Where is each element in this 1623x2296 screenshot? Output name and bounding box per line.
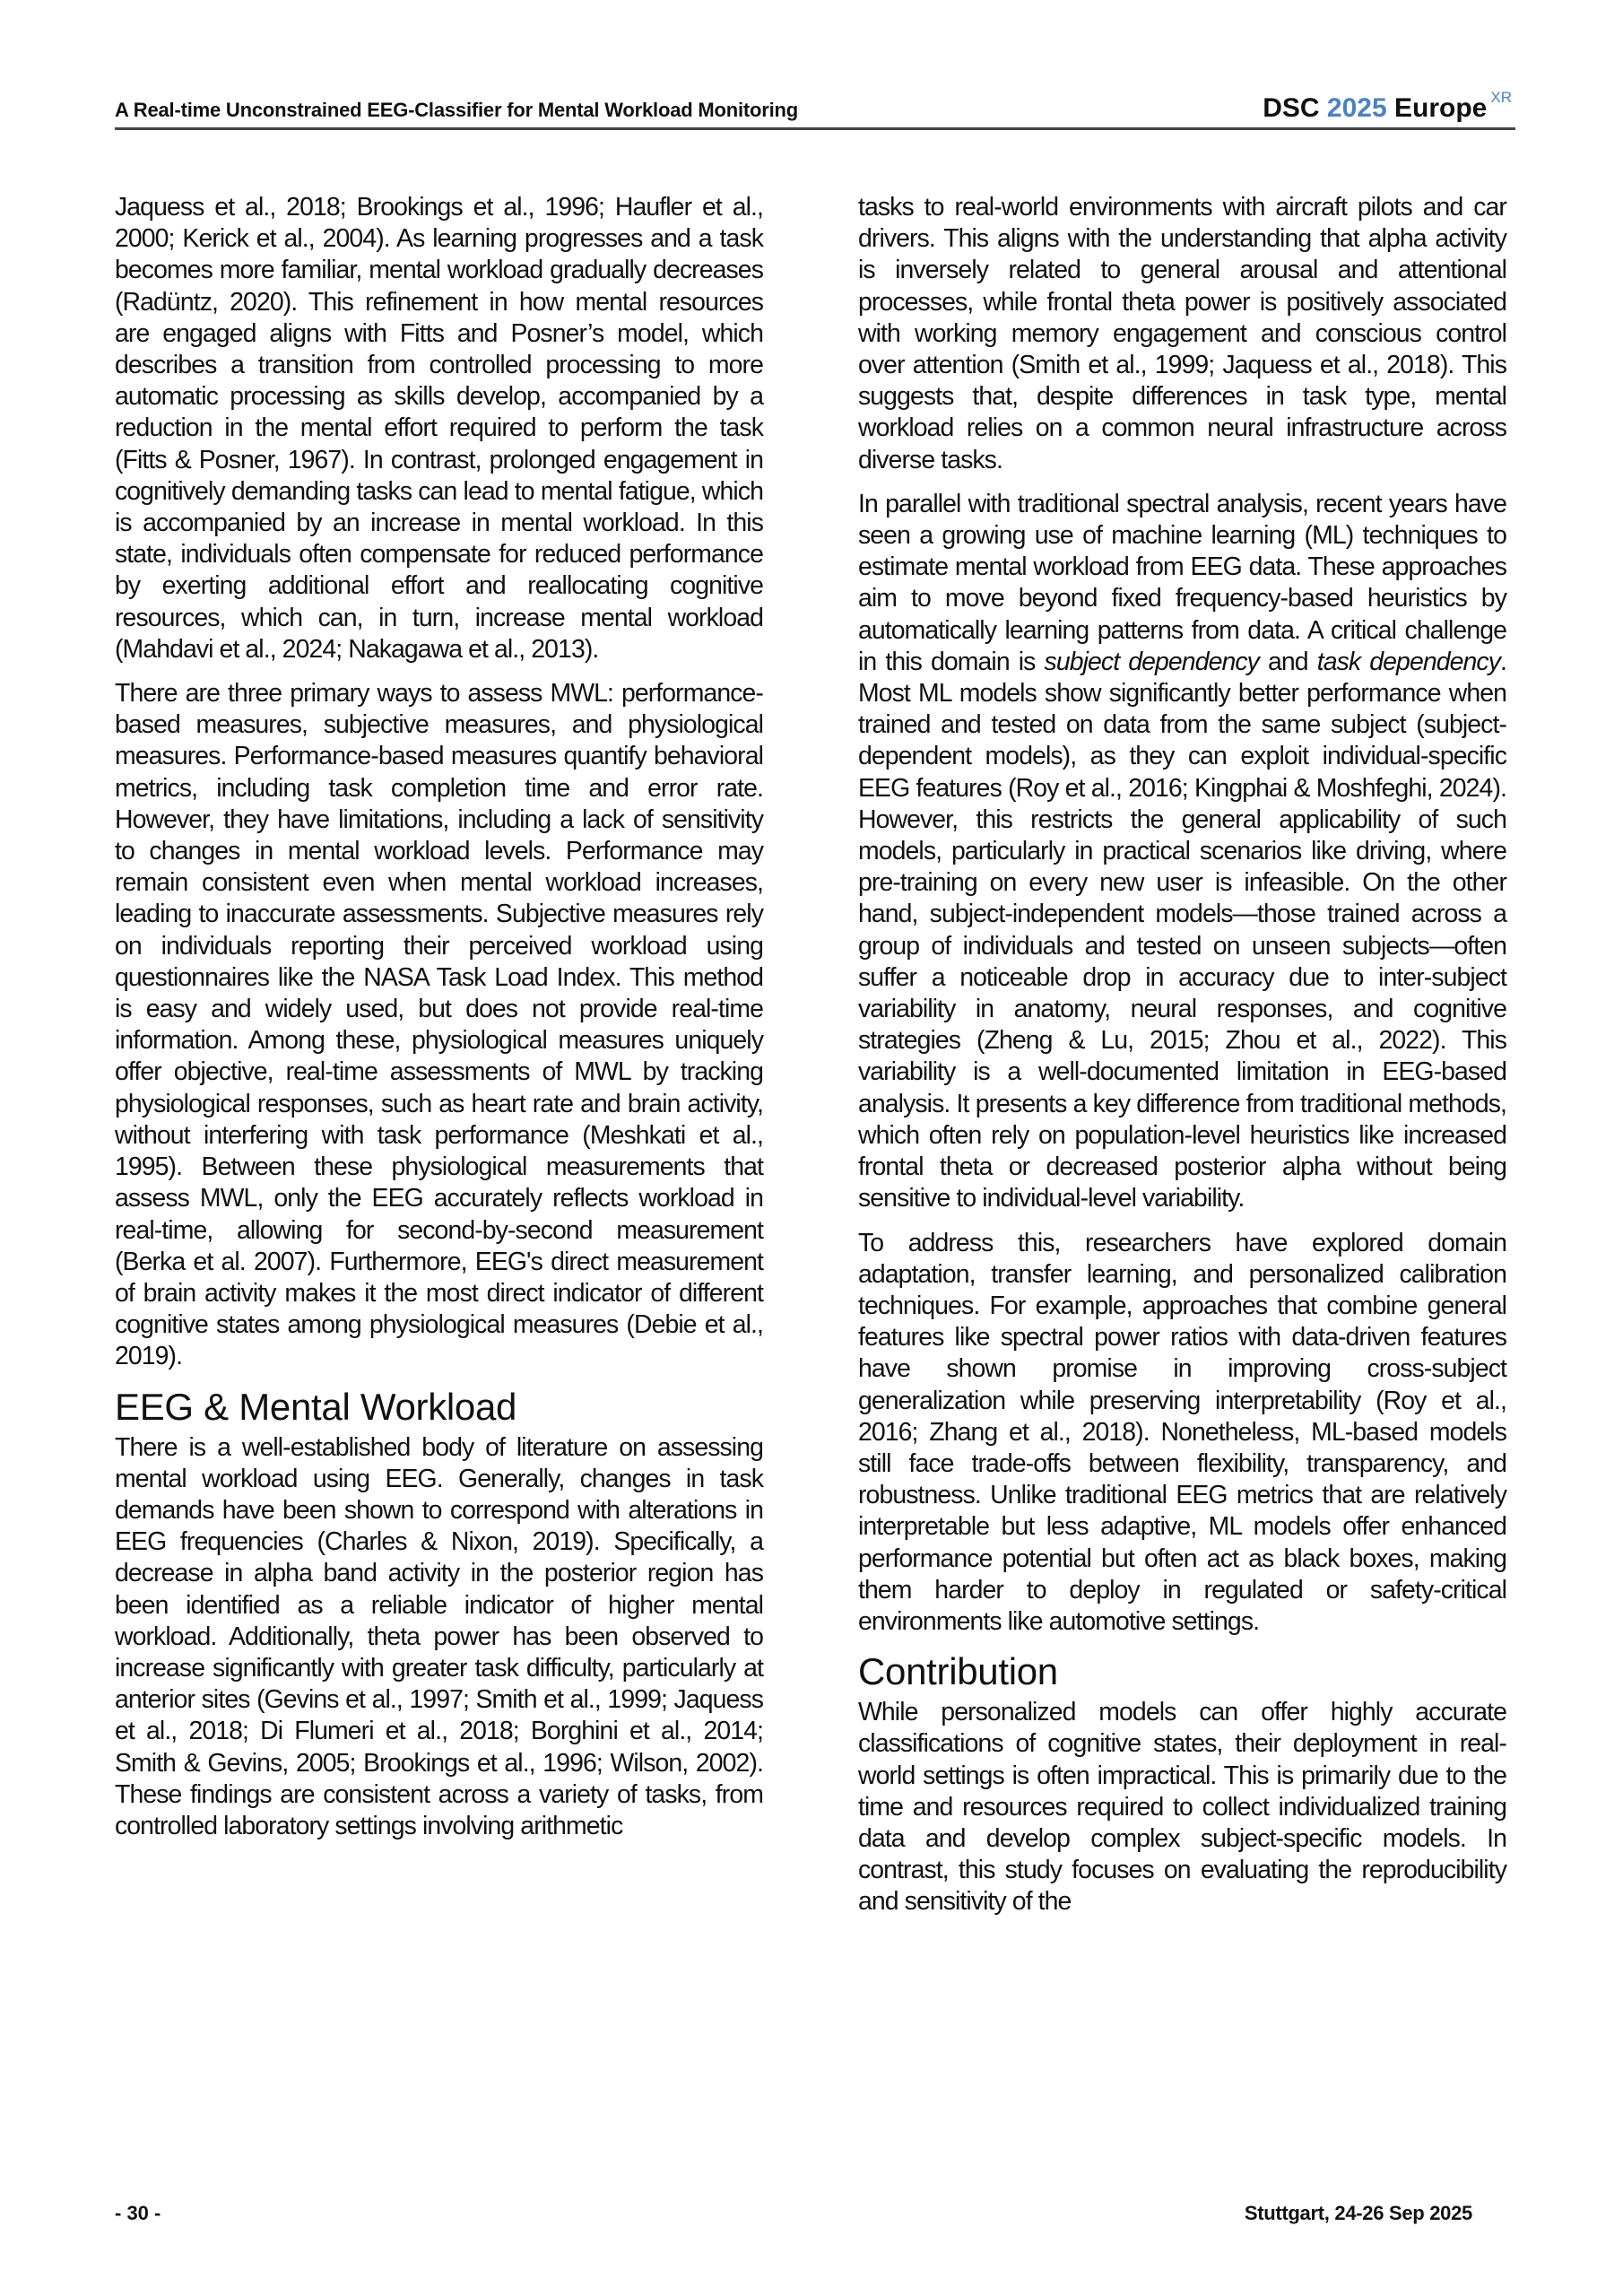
paragraph: While personalized models can offer highly accurate classifications of cognitive states, their deployment in real-world settings is often impractical. This is primarily due to the time and resources required to collect individualized training data and develop complex subject-specific models. In contrast, this study focuses on evaluating the reproducibility and sensitivity of the	[858, 1698, 1506, 1917]
brand-suffix: Europe	[1394, 93, 1488, 123]
text-run: . Most ML models show significantly better performance when trained and tested on data from the same subject (subject-dependent models), as they can exploit individual-specific EEG features (Roy et al., 2016; Kingphai & Moshfeghi, 2024). However, this restricts the general applicability of such models, particularly in practical scenarios like driving, where pre-training on every new user is infeasible. On the other hand, subject-independent models—those trained across a group of individuals and tested on unseen subjects—often suffer a noticeable drop in accuracy due to inter-subject variability in anatomy, neural responses, and cognitive strategies (Zheng & Lu, 2015; Zhou et al., 2022). This variability is a well-documented limitation in EEG-based analysis. It presents a key difference from traditional methods, which often rely on population-level heuristics like increased frontal theta or decreased posterior alpha without being sensitive to individual-level variability.	[858, 647, 1506, 1213]
section-heading-eeg-mental-workload: EEG & Mental Workload	[115, 1385, 517, 1428]
paragraph	[858, 489, 1506, 1215]
paragraph: To address this, researchers have explored domain adaptation, transfer learning, and personalized calibration techniques. For example, approaches that combine general features like spectral power ratios with data-driven features have shown promise in improving cross-subject generalization while preserving interpretability (Roy et al., 2016; Zhang et al., 2018). Nonetheless, ML-based models still face trade-offs between flexibility, transparency, and robustness. Unlike traditional EEG metrics that are relatively interpretable but less adaptive, ML models offer enhanced performance potential but often act as black boxes, making them harder to deploy in regulated or safety-critical environments like automotive settings.	[858, 1228, 1506, 1636]
brand-superscript: XR	[1490, 89, 1512, 106]
brand-year: 2025	[1326, 93, 1387, 123]
section-heading-contribution: Contribution	[858, 1650, 1058, 1693]
emphasis-subject-dependency: subject dependency	[1044, 647, 1259, 676]
paragraph: There are three primary ways to assess MWL: performance-based measures, subjective measures, and physiological measures. Performance-based measures quantify behavioral metrics, including task completion time and error rate. However, they have limitations, including a lack of sensitivity to changes in mental workload levels. Performance may remain consistent even when mental workload increases, leading to inaccurate assessments. Subjective measures rely on individuals reporting their perceived workload using questionnaires like the NASA Task Load Index. This method is easy and widely used, but does not provide real-time information. Among these, physiological measures uniquely offer objective, real-time assessments of MWL by tracking physiological responses, such as heart rate and brain activity, without interfering with task performance (Meshkati et al., 1995). Between these physiological measurements that assess MWL, only the EEG accurately reflects workload in real-time, allowing for second-by-second measurement (Berka et al. 2007). Furthermore, EEG's direct measurement of brain activity makes it the most direct indicator of different cognitive states among physiological measures (Debie et al., 2019).	[115, 679, 763, 1371]
paper-title: A Real-time Unconstrained EEG-Classifier for Mental Workload Monitoring	[115, 99, 799, 121]
paragraph: Jaquess et al., 2018; Brookings et al., 1996; Haufler et al., 2000; Kerick et al., 2004). As learning progresses and a task becomes more familiar, mental workload gradually decreases (Radüntz, 2020). This refinement in how mental resources are engaged aligns with Fitts and Posner’s model, which describes a transition from controlled processing to more automatic processing as skills develop, accompanied by a reduction in the mental effort required to perform the task (Fitts & Posner, 1967). In contrast, prolonged engagement in cognitively demanding tasks can lead to mental fatigue, which is accompanied by an increase in mental workload. In this state, individuals often compensate for reduced performance by exerting additional effort and reallocating cognitive resources, which can, in turn, increase mental workload (Mahdavi et al., 2024; Nakagawa et al., 2013).	[115, 193, 763, 664]
conference-brand	[1263, 89, 1512, 124]
running-header	[115, 90, 1515, 130]
brand-prefix: DSC	[1263, 93, 1320, 123]
paragraph: There is a well-established body of literature on assessing mental workload using EEG. Generally, changes in task demands have been shown to correspond with alterations in EEG frequencies (Charles & Nixon, 2019). Specifically, a decrease in alpha band activity in the posterior region has been identified as a reliable indicator of higher mental workload. Additionally, theta power has been observed to increase significantly with greater task difficulty, particularly at anterior sites (Gevins et al., 1997; Smith et al., 1999; Jaquess et al., 2018; Di Flumeri et al., 2018; Borghini et al., 2014; Smith & Gevins, 2005; Brookings et al., 1996; Wilson, 2002). These findings are consistent across a variety of tasks, from controlled laboratory settings involving arithmetic	[115, 1432, 763, 1840]
text-run: In parallel with traditional spectral analysis, recent years have seen a growing use of machine learning (ML) techniques to estimate mental workload from EEG data. These approaches aim to move beyond fixed frequency-based heuristics by automatically learning patterns from data. A critical challenge in this domain is	[858, 489, 1506, 676]
right-column	[858, 192, 1506, 1931]
paragraph: tasks to real-world environments with aircraft pilots and car drivers. This aligns with the understanding that alpha activity is inversely related to general arousal and attentional processes, while frontal theta power is positively associated with working memory engagement and conscious control over attention (Smith et al., 1999; Jaquess et al., 2018). This suggests that, despite differences in task type, mental workload relies on a common neural infrastructure across diverse tasks.	[858, 193, 1506, 474]
footer-location-date: Stuttgart, 24-26 Sep 2025	[1244, 2202, 1472, 2224]
text-run: and	[1258, 647, 1317, 676]
left-column	[115, 192, 763, 1855]
emphasis-task-dependency: task dependency	[1316, 647, 1500, 676]
page-number: - 30 -	[115, 2202, 161, 2224]
